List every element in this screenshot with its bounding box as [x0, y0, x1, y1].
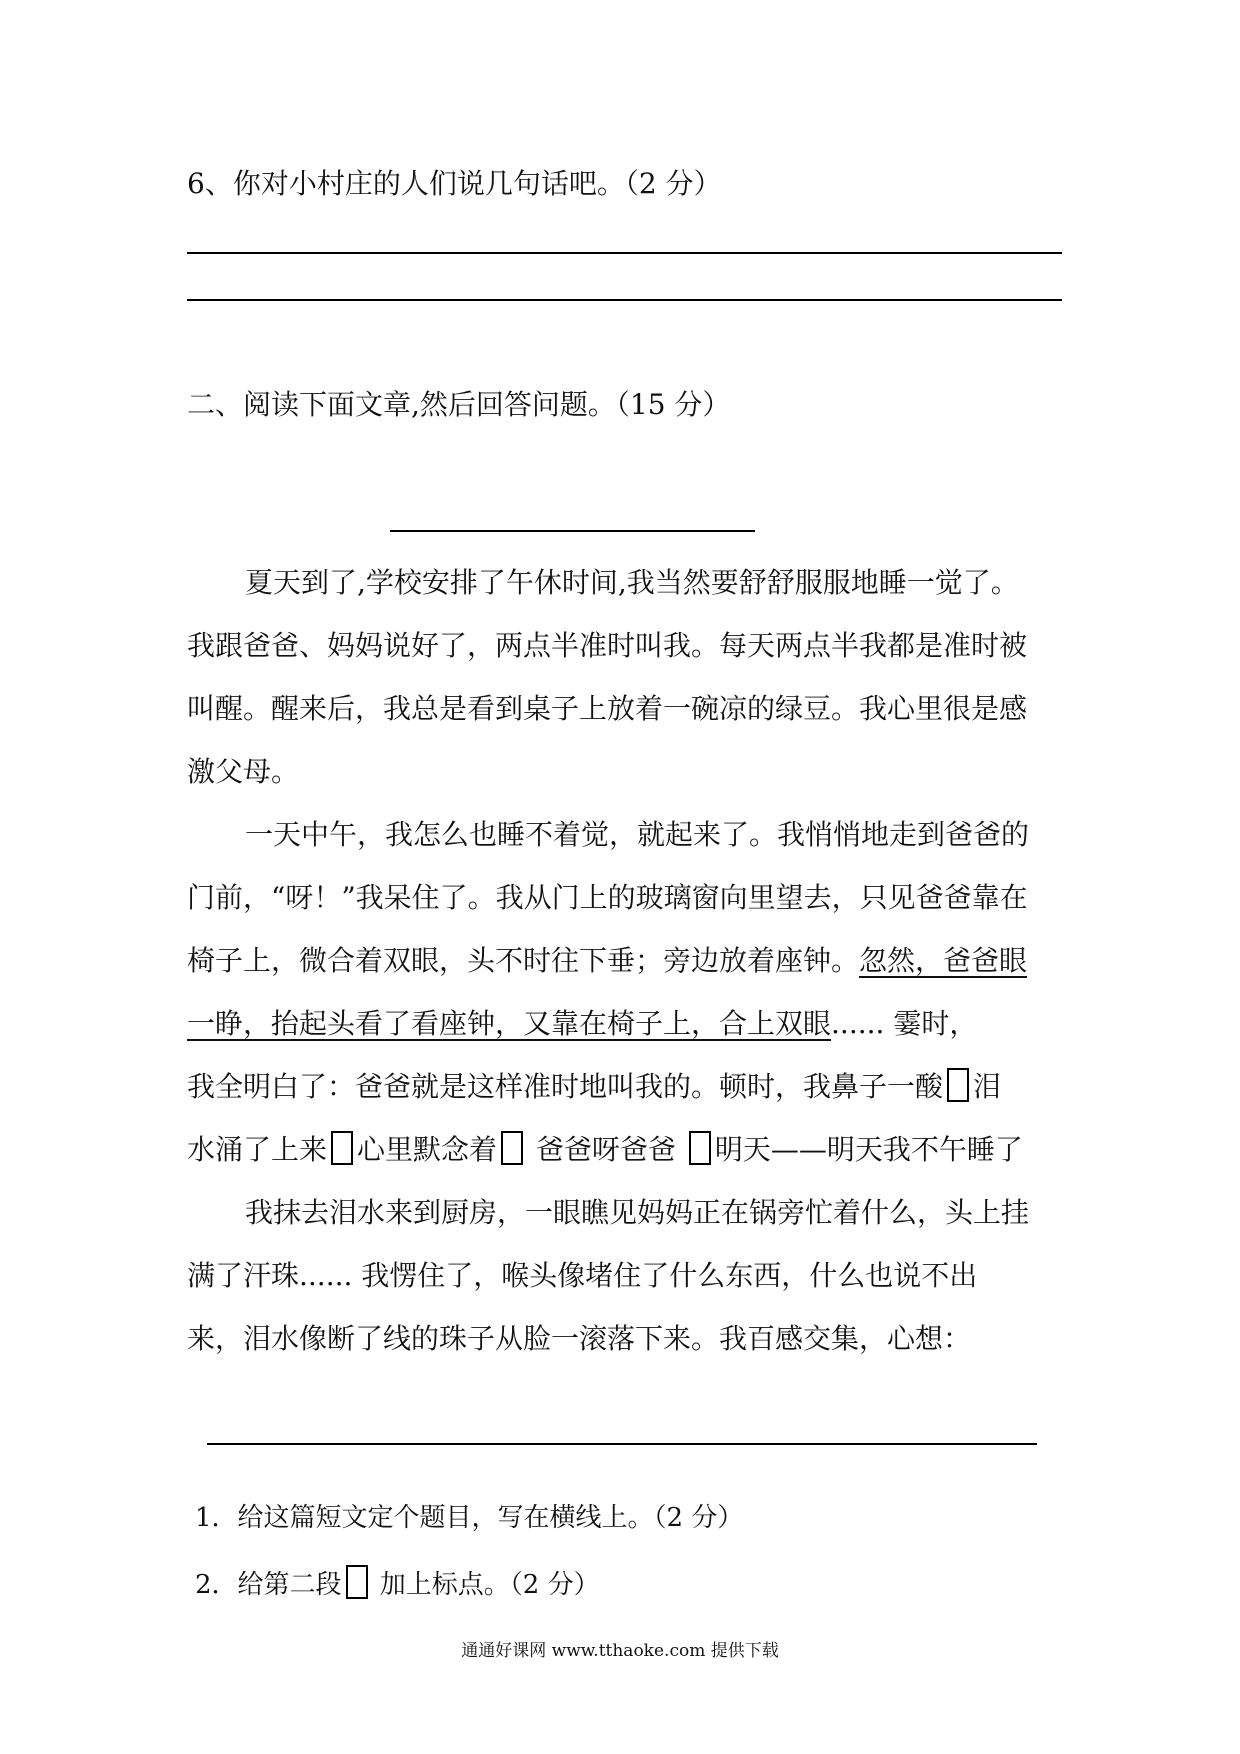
passage-line [187, 929, 1062, 992]
passage-line: 一天中午，我怎么也睡不着觉，就起来了。我悄悄地走到爸爸的 [245, 818, 1030, 851]
passage-line: 我跟爸爸、妈妈说好了，两点半准时叫我。每天两点半我都是准时被 [187, 629, 1028, 662]
underlined-sentence: 一睁，抬起头看了看座钟，又靠在椅子上，合上双眼 [187, 1007, 832, 1040]
question-1: 1．给这篇短文定个题目，写在横线上。（2 分） [195, 1503, 744, 1533]
section-2-heading: 二、阅读下面文章,然后回答问题。（15 分） [187, 388, 731, 421]
passage-paragraph-3 [187, 1181, 1062, 1370]
passage-line: 激父母。 [187, 755, 300, 788]
answer-line-1 [187, 252, 1062, 254]
passage-text: ...... 霎时， [831, 1007, 978, 1040]
punctuation-box[interactable] [689, 1131, 711, 1165]
passage-text: 水涌了上来 [187, 1133, 328, 1166]
answer-line-2 [187, 299, 1062, 301]
question-2 [195, 1564, 600, 1601]
answer-line-3 [207, 1443, 1037, 1445]
passage-line: 门前，“呀！”我呆住了。我从门上的玻璃窗向里望去，只见爸爸靠在 [187, 881, 1028, 914]
underlined-sentence: 忽然，爸爸眼 [859, 944, 1028, 977]
passage-line: 满了汗珠...... 我愣住了，喉头像堵住了什么东西，什么也说不出 [187, 1259, 978, 1292]
passage-line: 来，泪水像断了线的珠子从脸一滚落下来。我百感交集，心想： [187, 1322, 972, 1355]
punctuation-box[interactable] [331, 1131, 353, 1165]
passage-text: 明天——明天我不午睡了 [714, 1133, 1023, 1166]
passage-paragraph-2 [187, 803, 1062, 1181]
punctuation-box[interactable] [501, 1131, 523, 1165]
passage-paragraph-1 [187, 551, 1062, 803]
title-blank-line [390, 530, 755, 532]
punctuation-box[interactable] [947, 1068, 969, 1102]
punctuation-box[interactable] [346, 1565, 368, 1599]
question-6: 6、你对小村庄的人们说几句话吧。（2 分） [187, 167, 722, 200]
question-2-text: 2．给第二段 [195, 1570, 342, 1600]
passage-text: 我全明白了：爸爸就是这样准时地叫我的。顿时，我鼻子一酸 [187, 1070, 944, 1103]
passage-line [187, 1118, 1062, 1181]
passage-line [187, 992, 1062, 1055]
footer-text: 通通好课网 www.tthaoke.com 提供下载 [461, 1641, 779, 1661]
passage-line: 夏天到了,学校安排了午休时间,我当然要舒舒服服地睡一觉了。 [245, 566, 1019, 599]
passage-line: 我抹去泪水来到厨房，一眼瞧见妈妈正在锅旁忙着什么，头上挂 [245, 1196, 1030, 1229]
passage-line: 叫醒。醒来后，我总是看到桌子上放着一碗凉的绿豆。我心里很是感 [187, 692, 1028, 725]
passage-line [187, 1055, 1062, 1118]
passage-text: 椅子上，微合着双眼，头不时往下垂；旁边放着座钟。 [187, 944, 860, 977]
passage-text: 爸爸呀爸爸 [527, 1133, 685, 1166]
passage-text: 心里默念着 [357, 1133, 498, 1166]
passage-text: 泪 [973, 1070, 1002, 1103]
question-2-text: 加上标点。（2 分） [371, 1570, 600, 1600]
